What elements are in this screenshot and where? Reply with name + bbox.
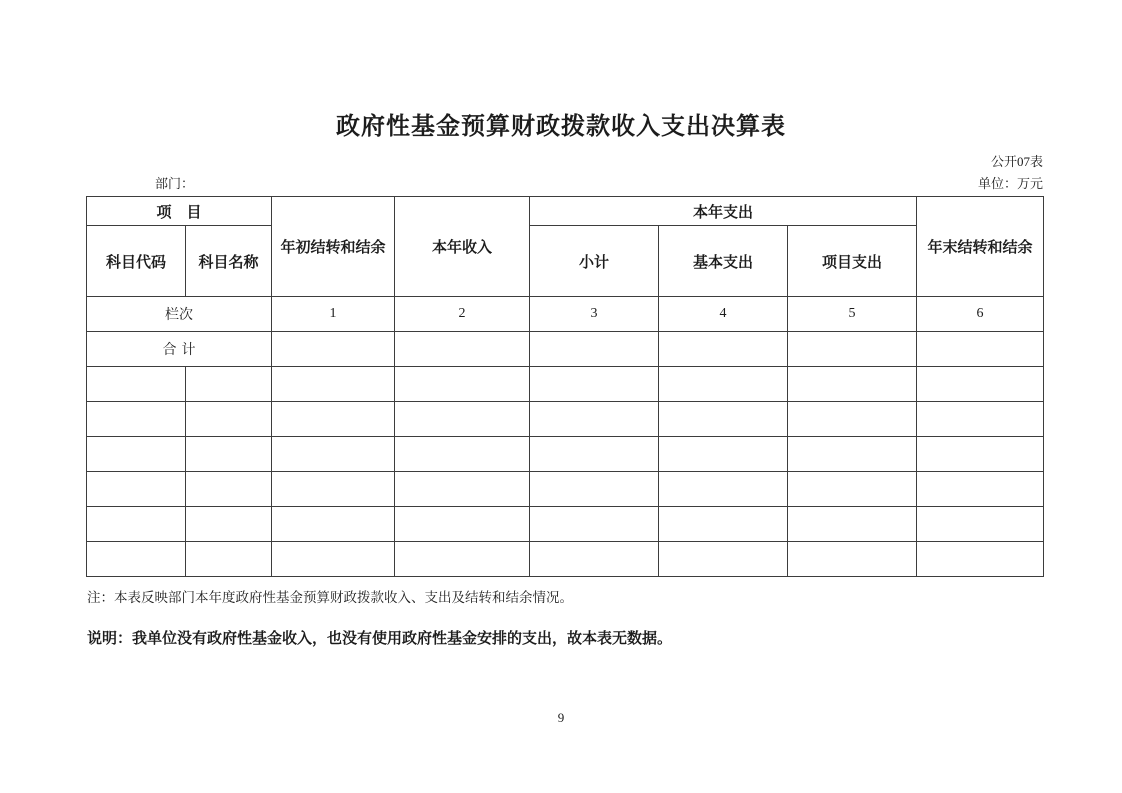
total-cell [659,332,788,367]
column-index-1: 1 [272,297,395,332]
empty-cell [395,542,530,577]
total-cell [530,332,659,367]
table-row [87,402,1044,437]
total-cell [788,332,917,367]
empty-cell [87,472,186,507]
empty-cell [272,472,395,507]
empty-cell [788,367,917,402]
empty-cell [395,402,530,437]
empty-cell [186,472,272,507]
empty-cell [87,507,186,542]
empty-cell [272,367,395,402]
empty-cell [917,437,1044,472]
empty-cell [659,542,788,577]
empty-cell [788,402,917,437]
column-index-6: 6 [917,297,1044,332]
table-row [87,507,1044,542]
header-project-expenditure: 项目支出 [788,226,917,297]
table-row [87,437,1044,472]
column-index-3: 3 [530,297,659,332]
empty-cell [788,542,917,577]
empty-cell [917,402,1044,437]
empty-cell [186,437,272,472]
empty-cell [917,542,1044,577]
total-label: 合计 [87,332,272,367]
empty-cell [272,437,395,472]
header-basic-expenditure: 基本支出 [659,226,788,297]
empty-cell [530,472,659,507]
column-index-2: 2 [395,297,530,332]
unit-label: 单位：万元 [977,176,1043,191]
empty-cell [788,507,917,542]
budget-table [86,196,1044,577]
header-subject-name: 科目名称 [186,226,272,297]
empty-cell [87,367,186,402]
empty-cell [186,542,272,577]
empty-cell [530,437,659,472]
table-row [87,367,1044,402]
empty-cell [395,472,530,507]
statement-note: 说明：我单位没有政府性基金收入，也没有使用政府性基金安排的支出，故本表无数据。 [87,630,673,647]
empty-cell [917,507,1044,542]
header-current-expenditure: 本年支出 [530,197,917,226]
meta-row [86,173,1043,192]
empty-cell [395,367,530,402]
header-subject-code: 科目代码 [87,226,186,297]
empty-cell [659,402,788,437]
empty-cell [272,542,395,577]
empty-cell [530,367,659,402]
empty-cell [186,367,272,402]
empty-cell [788,472,917,507]
total-cell [272,332,395,367]
column-index-row [87,297,1044,332]
table-note: 注：本表反映部门本年度政府性基金预算财政拨款收入、支出及结转和结余情况。 [87,590,573,605]
empty-cell [917,472,1044,507]
header-item-group: 项 目 [87,197,272,226]
table-row [87,542,1044,577]
empty-cell [788,437,917,472]
total-cell [917,332,1044,367]
empty-cell [87,402,186,437]
header-current-income: 本年收入 [395,197,530,297]
header-opening-balance: 年初结转和结余 [272,197,395,297]
table-code-label: 公开07表 [990,154,1043,169]
column-index-label: 栏次 [87,297,272,332]
empty-cell [659,437,788,472]
empty-cell [87,542,186,577]
column-index-5: 5 [788,297,917,332]
empty-cell [395,507,530,542]
empty-cell [917,367,1044,402]
page-title: 政府性基金预算财政拨款收入支出决算表 [336,113,786,140]
column-index-4: 4 [659,297,788,332]
empty-cell [659,507,788,542]
empty-cell [272,507,395,542]
page-number: 9 [557,710,565,725]
total-row [87,332,1044,367]
empty-cell [395,437,530,472]
empty-cell [659,367,788,402]
header-subtotal: 小计 [530,226,659,297]
header-closing-balance: 年末结转和结余 [917,197,1044,297]
table-row [87,472,1044,507]
empty-cell [87,437,186,472]
department-label: 部门： [155,176,195,191]
total-cell [395,332,530,367]
empty-cell [659,472,788,507]
header-row-1 [87,197,1044,226]
empty-cell [530,542,659,577]
empty-cell [530,402,659,437]
empty-cell [530,507,659,542]
header-row-2 [87,226,1044,297]
empty-cell [186,507,272,542]
empty-cell [272,402,395,437]
empty-cell [186,402,272,437]
